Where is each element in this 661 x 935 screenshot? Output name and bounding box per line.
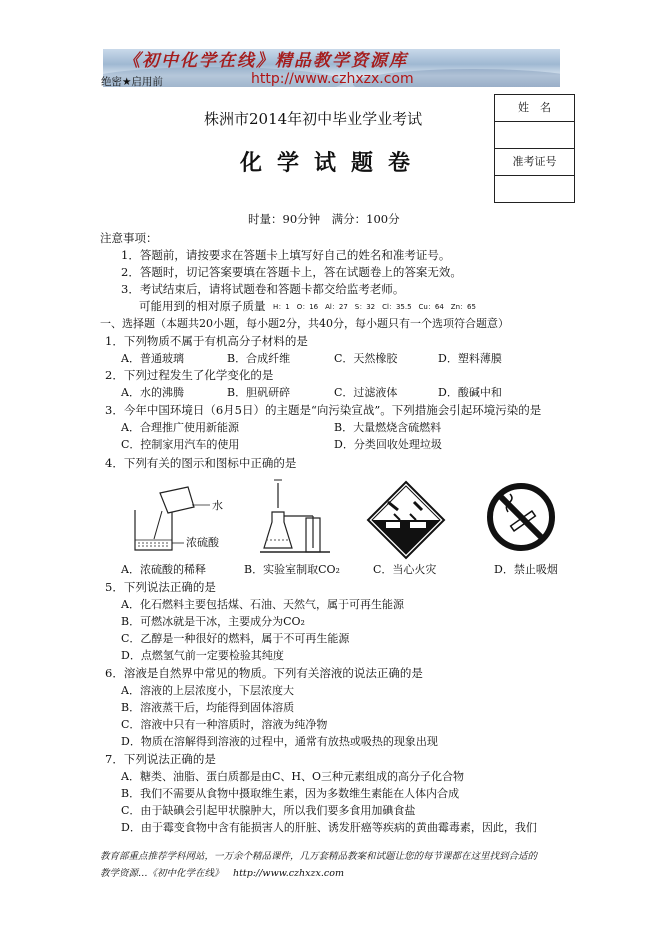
question-stem: 4．下列有关的图示和图标中正确的是 — [105, 456, 297, 470]
dilution-figure — [130, 485, 240, 555]
option-d: D．由于霉变食物中含有能损害人的肝脏、诱发肝癌等疾病的黄曲霉毒素，因此，我们 — [121, 821, 537, 834]
question-stem: 6．溶液是自然界中常见的物质。下列有关溶液的说法正确的是 — [105, 666, 423, 680]
subject-title: 化学试题卷 — [240, 150, 426, 176]
option-d: D．禁止吸烟 — [494, 563, 558, 576]
option-b: B．溶液蒸干后，均能得到固体溶质 — [121, 701, 295, 714]
time-score: 时量：90分钟 满分：100分 — [248, 212, 400, 226]
option-c: C．乙醇是一种很好的燃料，属于不可再生能源 — [121, 632, 350, 645]
option-a: A．水的沸腾 — [121, 386, 184, 399]
option-a: A．溶液的上层浓度小，下层浓度大 — [121, 684, 294, 697]
option-a: A．糖类、油脂、蛋白质都是由C、H、O三种元素组成的高分子化合物 — [121, 770, 464, 783]
notice-item: 2．答题时，切记答案要填在答题卡上，答在试题卷上的答案无效。 — [121, 265, 462, 279]
option-b: B．大量燃烧含硫燃料 — [334, 421, 442, 434]
question-stem: 3．今年中国环境日（6月5日）的主题是“向污染宣战”。下列措施会引起环境污染的是 — [105, 403, 542, 417]
option-d: D．塑料薄膜 — [438, 352, 502, 365]
name-label: 姓 名 — [495, 95, 574, 122]
option-c: C．控制家用汽车的使用 — [121, 438, 240, 451]
option-c: C．溶液中只有一种溶质时，溶液为纯净物 — [121, 718, 328, 731]
question-stem: 5．下列说法正确的是 — [105, 580, 216, 594]
option-d: D．酸碱中和 — [438, 386, 502, 399]
banner-title: 《初中化学在线》精品教学资源库 — [123, 51, 408, 71]
acid-label: 浓硫酸 — [186, 536, 219, 549]
option-c: C．过滤液体 — [334, 386, 398, 399]
option-b: B．实验室制取CO₂ — [244, 563, 340, 576]
footer-url[interactable]: http://www.czhxzx.com — [233, 868, 344, 879]
option-d: D．点燃氢气前一定要检验其纯度 — [121, 649, 284, 662]
option-b: B．我们不需要从食物中摄取维生素，因为多数维生素能在人体内合成 — [121, 787, 460, 800]
notice-heading: 注意事项： — [100, 231, 158, 245]
option-c: C．由于缺碘会引起甲状腺肿大，所以我们要多食用加碘食盐 — [121, 804, 416, 817]
atomic-mass-values: H：1 O：16 Al：27 S：32 Cl：35.5 Cu：64 Zn：65 — [273, 303, 476, 311]
exam-id-field[interactable] — [495, 176, 574, 202]
question-stem: 1．下列物质不属于有机高分子材料的是 — [105, 334, 308, 348]
option-a: A．化石燃料主要包括煤、石油、天然气，属于可再生能源 — [121, 598, 404, 611]
option-a: A．合理推广使用新能源 — [121, 421, 239, 434]
water-label: 水 — [212, 499, 223, 512]
notice-item: 1．答题前，请按要求在答题卡上填写好自己的姓名和准考证号。 — [121, 248, 451, 262]
option-b: B．合成纤维 — [227, 352, 291, 365]
secret-mark: 绝密★启用前 — [101, 76, 163, 88]
option-b: B．胆矾研碎 — [227, 386, 291, 399]
name-field[interactable] — [495, 122, 574, 149]
option-a: A．普通玻璃 — [121, 352, 184, 365]
exam-title: 株洲市2014年初中毕业学业考试 — [204, 110, 423, 128]
atomic-mass-label: 可能用到的相对原子质量 — [139, 299, 266, 313]
exam-id-label: 准考证号 — [495, 149, 574, 176]
option-a: A．浓硫酸的稀释 — [121, 563, 206, 576]
name-box — [494, 94, 575, 203]
option-c: C．天然橡胶 — [334, 352, 398, 365]
co2-apparatus-figure — [258, 478, 333, 558]
option-b: B．可燃冰就是干冰，主要成分为CO₂ — [121, 615, 305, 628]
question-stem: 2．下列过程发生了化学变化的是 — [105, 368, 274, 382]
option-d: D．物质在溶解得到溶液的过程中，通常有放热或吸热的现象出现 — [121, 735, 438, 748]
hazard-warning-icon — [366, 480, 446, 560]
footer-line-2: 教学资源…《初中化学在线》 — [100, 868, 224, 879]
question-stem: 7．下列说法正确的是 — [105, 752, 216, 766]
section-heading: 一、选择题（本题共20小题，每小题2分，共40分，每小题只有一个选项符合题意） — [100, 317, 509, 330]
no-smoking-icon — [486, 482, 556, 552]
option-d: D．分类回收处理垃圾 — [334, 438, 442, 451]
header-banner — [103, 49, 560, 87]
option-c: C．当心火灾 — [373, 563, 437, 576]
banner-url[interactable]: http://www.czhxzx.com — [251, 71, 414, 87]
notice-item: 3．考试结束后，请将试题卷和答题卡都交给监考老师。 — [121, 282, 405, 296]
footer-line: 教育部重点推荐学科网站，一万余个精品课件，几万套精品教案和试题让您的每节课都在这里找到合适的 — [100, 851, 538, 862]
